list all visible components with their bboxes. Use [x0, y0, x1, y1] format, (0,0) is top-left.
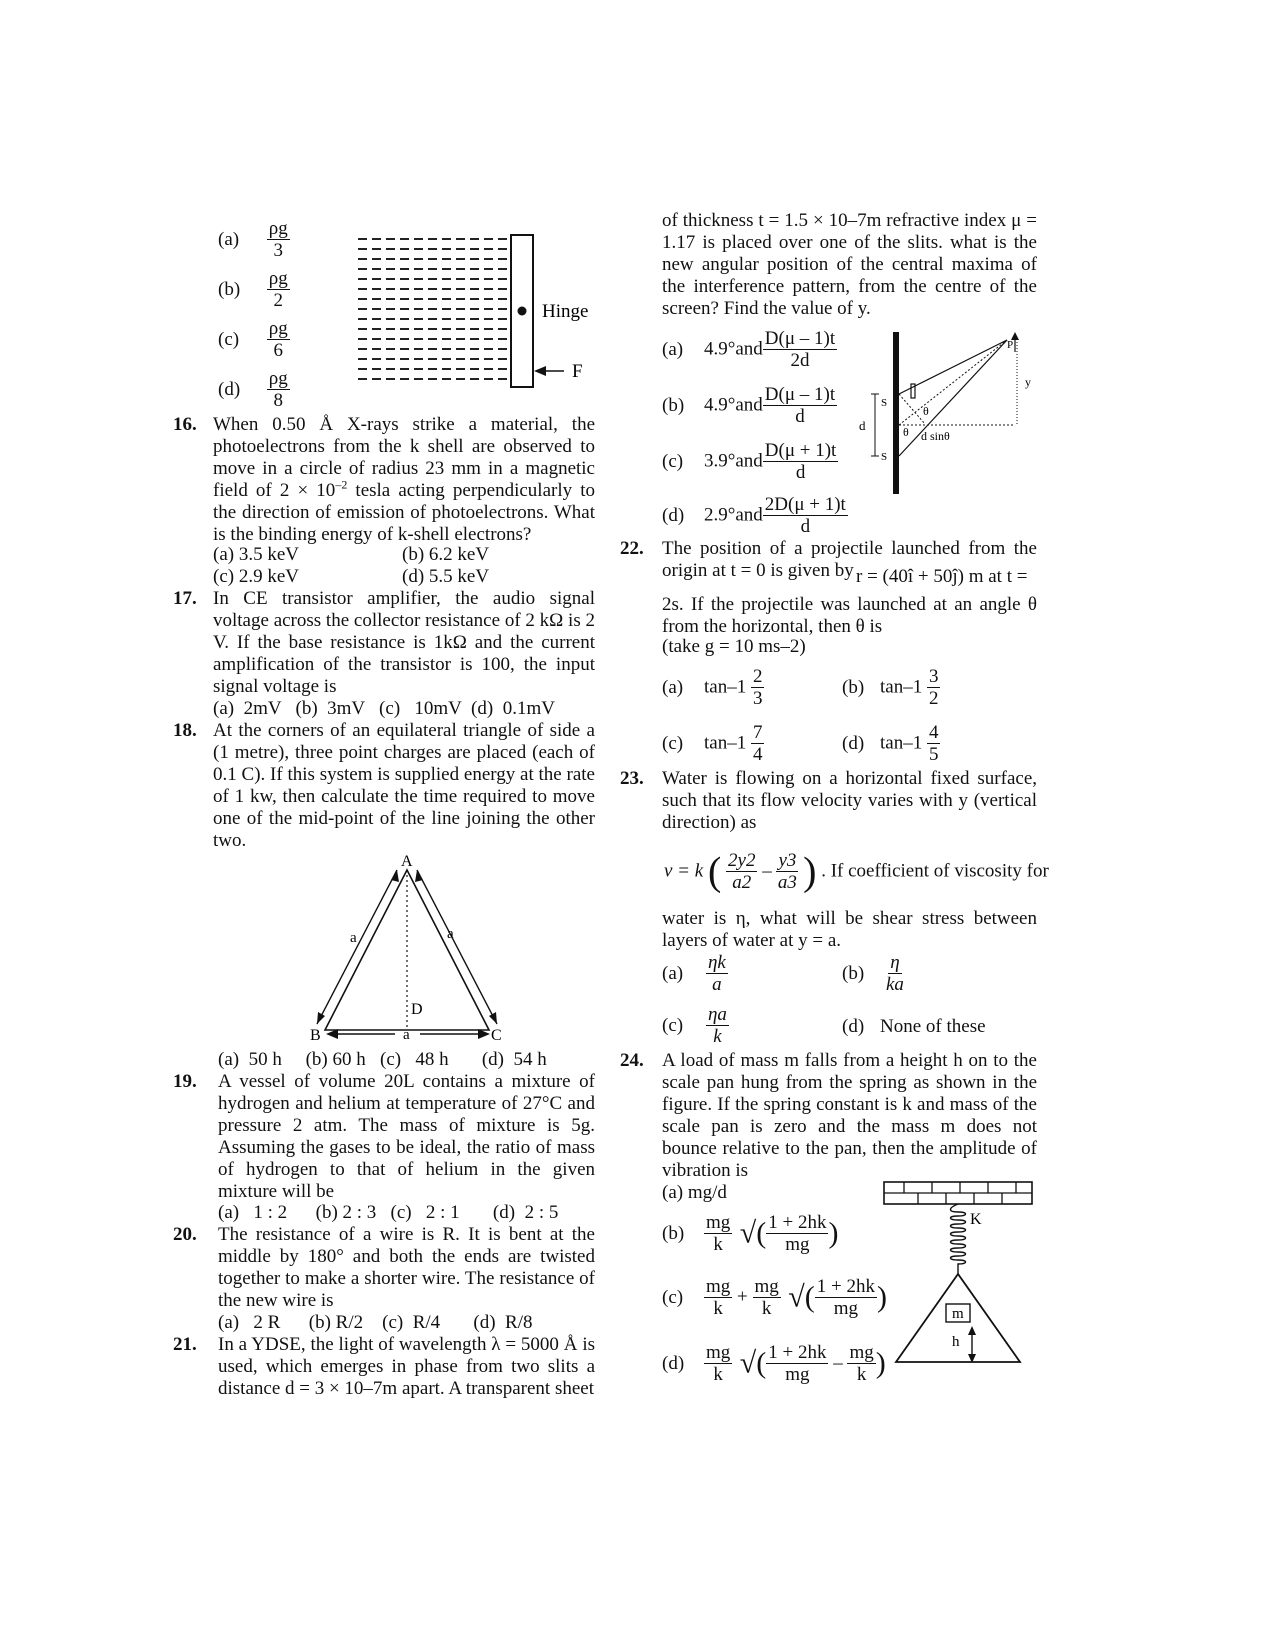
spring-constant-label: K	[970, 1211, 982, 1228]
q18-text: At the corners of an equilateral triangle of side a (1 metre), three point charges are placed (each of 0.1 C). If this system is supplied energy at the rate of 1 kw, then calculate the time required to move one of the mid-point of the line joining the other two.	[213, 720, 595, 851]
q23-text-1: Water is flowing on a horizontal fixed surface, such that its flow velocity varies with y (vertical direction) as	[662, 768, 1037, 833]
svg-text:d: d	[859, 418, 866, 433]
spring-pan-figure	[882, 1178, 1042, 1374]
q21-option-a[interactable]: (a) 4.9°and $\frac{D(\mu - 1)t}{2d}$	[662, 328, 836, 371]
hinge-label: Hinge	[542, 301, 589, 322]
slit-barrier	[893, 332, 899, 494]
q22-option-a[interactable]: (a) tan–1 $\frac{2}{3}$	[662, 666, 763, 709]
q23-option-a[interactable]: (a) $\frac{\eta k}{a}$	[662, 952, 726, 995]
q17-options[interactable]: (a) 2mV (b) 3mV (c) 10mV (d) 0.1mV	[213, 698, 555, 719]
q21-number: 21.	[173, 1334, 197, 1355]
svg-text:S: S	[881, 397, 888, 409]
path-difference-label: d sinθ	[921, 429, 950, 443]
q22-position-vector: r = (40î + 50ĵ) m at t =	[856, 566, 1028, 587]
force-label: F	[572, 361, 583, 382]
q23-option-c[interactable]: (c) $\frac{\eta a}{k}$	[662, 1004, 727, 1047]
q16-option-c[interactable]: (c) 2.9 keV	[213, 566, 299, 587]
side-left-label: a	[350, 930, 357, 946]
svg-text:θ: θ	[923, 404, 929, 418]
q21-option-d[interactable]: (d) 2.9°and $\frac{2D(\mu + 1)t}{d}$	[662, 494, 846, 537]
q23-text-3: water is η, what will be shear stress between layers of water at y = a.	[662, 908, 1037, 951]
mass-label: m	[952, 1306, 964, 1322]
hinge-gate-figure	[350, 225, 610, 395]
q23-velocity-equation: v = k ( $\frac{2y2}{a2}$ – $\frac{y3}{a3}$ ) . If coefficient of viscosity for	[664, 848, 1049, 894]
q19-text: A vessel of volume 20L contains a mixture of hydrogen and helium at temperature of 27°C and pressure 2 atm. The mass of mixture is 5g. Assuming the gases to be ideal, the ratio of mass of hydrogen to that of helium in the given mixture will be	[218, 1071, 595, 1202]
q23-number: 23.	[620, 768, 644, 789]
spring	[951, 1204, 966, 1274]
q17-text: In CE transistor amplifier, the audio signal voltage across the collector resistance of 2 kΩ is 2 V. If the base resistance is 1kΩ and the current amplification of the transistor is 100, the input signal voltage is	[213, 588, 595, 697]
q18-number: 18.	[173, 720, 197, 741]
q24-option-a[interactable]: (a) mg/d	[662, 1182, 727, 1203]
q22-option-b[interactable]: (b) tan–1 $\frac{3}{2}$	[842, 666, 939, 709]
q15-option-d[interactable]: (d) $\frac{\rho g}{8}$	[218, 368, 288, 411]
svg-text:y: y	[1025, 375, 1031, 389]
q15-option-b[interactable]: (b) $\frac{\rho g}{2}$	[218, 268, 288, 311]
q16-text: When 0.50 Å X-rays strike a material, the photoelectrons from the k shell are observed to move in a circle of radius 23 mm in a magnetic field of $2 \times 10^{-2}$ tesla acting perpendicularly to the direction of emission of photoelectrons. What is the binding energy of k-shell electrons?	[213, 414, 595, 545]
q21-text-left: In a YDSE, the light of wavelength λ = 5000 Å is used, which emerges in phase from two slits a distance d = 3 × 10–7m apart. A transparent sheet	[218, 1334, 595, 1399]
q15-option-c[interactable]: (c) $\frac{\rho g}{6}$	[218, 318, 288, 361]
q21-option-b[interactable]: (b) 4.9°and $\frac{D(\mu - 1)t}{d}$	[662, 384, 836, 427]
q24-option-d[interactable]: (d) $\frac{mg}{k}$ √( $\frac{1 + 2hk}{mg}$ – $\frac{mg}{k}$ )	[662, 1342, 886, 1385]
q20-options[interactable]: (a) 2 R (b) R/2 (c) R/4 (d) R/8	[218, 1312, 533, 1333]
q17-number: 17.	[173, 588, 197, 609]
q16-option-a[interactable]: (a) 3.5 keV	[213, 544, 299, 565]
q16-option-b[interactable]: (b) 6.2 keV	[402, 544, 490, 565]
q22-option-c[interactable]: (c) tan–1 $\frac{7}{4}$	[662, 722, 763, 765]
q15-option-a[interactable]: (a) $\frac{\rho g}{3}$	[218, 218, 288, 261]
q21-option-c[interactable]: (c) 3.9°and $\frac{D(\mu + 1)t}{d}$	[662, 440, 837, 483]
q22-number: 22.	[620, 538, 644, 559]
q24-number: 24.	[620, 1050, 644, 1071]
ydse-figure	[855, 328, 1035, 498]
height-label: h	[952, 1334, 960, 1350]
q19-number: 19.	[173, 1071, 197, 1092]
q23-option-d[interactable]: (d) None of these	[842, 1016, 986, 1037]
side-bottom-label: a	[403, 1027, 410, 1043]
vertex-a-label: A	[401, 853, 413, 870]
q24-option-c[interactable]: (c) $\frac{mg}{k}$ + $\frac{mg}{k}$ √( $\frac{1 + 2hk}{mg}$ )	[662, 1276, 887, 1319]
q23-option-b[interactable]: (b) $\frac{\eta}{ka}$	[842, 952, 904, 995]
q22-option-d[interactable]: (d) tan–1 $\frac{4}{5}$	[842, 722, 939, 765]
q22-text-2: 2s. If the projectile was launched at an angle θ from the horizontal, then θ is	[662, 594, 1037, 637]
q22-text-3: (take g = 10 ms–2)	[662, 636, 806, 657]
vertex-c-label: C	[491, 1027, 502, 1044]
vertex-b-label: B	[310, 1027, 321, 1044]
q18-options[interactable]: (a) 50 h (b) 60 h (c) 48 h (d) 54 h	[218, 1049, 547, 1070]
hinge-point	[518, 307, 527, 316]
midpoint-d-label: D	[411, 1001, 423, 1018]
svg-text:P: P	[1007, 339, 1014, 351]
q16-number: 16.	[173, 414, 197, 435]
q22-text-1: The position of a projectile launched from the origin at t = 0 is given by	[662, 538, 1037, 581]
triangle-figure	[300, 848, 520, 1048]
q16-option-d[interactable]: (d) 5.5 keV	[402, 566, 490, 587]
q24-text: A load of mass m falls from a height h on to the scale pan hung from the spring as shown in the figure. If the spring constant is k and mass of the scale pan is zero and the mass m does not bounce relative to the pan, then the amplitude of vibration is	[662, 1050, 1037, 1181]
q21-text-right: of thickness t = 1.5 × 10–7m refractive index μ = 1.17 is placed over one of the slits. what is the new angular position of the central maxima of the interference pattern, from the centre of the screen? Find the value of y.	[662, 210, 1037, 319]
side-right-label: a	[447, 926, 454, 942]
q20-text: The resistance of a wire is R. It is bent at the middle by 180° and both the ends are twisted together to make a shorter wire. The resistance of the new wire is	[218, 1224, 595, 1311]
svg-text:θ: θ	[903, 425, 909, 439]
svg-text:S: S	[881, 451, 888, 463]
q19-options[interactable]: (a) 1 : 2 (b) 2 : 3 (c) 2 : 1 (d) 2 : 5	[218, 1202, 559, 1223]
q24-option-b[interactable]: (b) $\frac{mg}{k}$ √( $\frac{1 + 2hk}{mg}$ )	[662, 1212, 839, 1255]
q20-number: 20.	[173, 1224, 197, 1245]
